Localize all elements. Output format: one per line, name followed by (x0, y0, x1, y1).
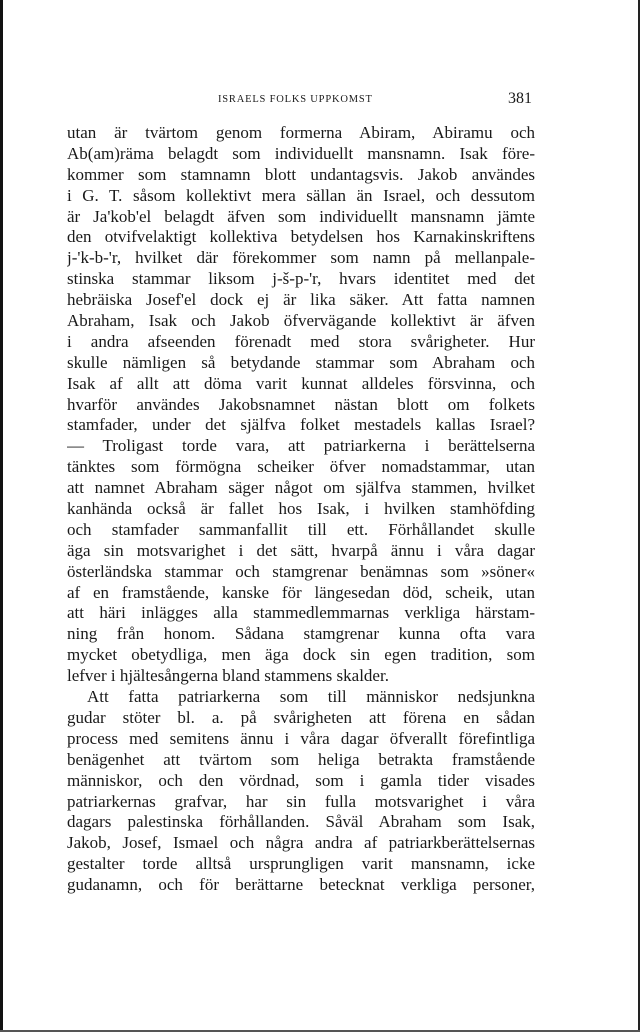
text-line: lefver i hjältesångerna bland stammens skalder. (67, 666, 389, 686)
text-line: och stamfader sammanfallit till ett. Förhållandet skulle (67, 519, 535, 539)
text-line: den otvifvelaktigt kollektiva betydelsen hos Karnakinskriftens (67, 227, 535, 247)
text-line: Ab(am)räma belagdt som individuellt mansnamn. Isak före- (67, 143, 535, 163)
text-line: gudar stöter bl. a. på svårigheten att förena en sådan (67, 707, 535, 727)
text-line: dagars palestinska förhållanden. Såväl Abraham som Isak, (67, 812, 535, 832)
text-line: Att fatta patriarkerna som till människor nedsjunkna (87, 687, 535, 707)
text-line: tänktes som förmögna scheiker öfver nomadstammar, utan (67, 457, 535, 477)
text-line: att namnet Abraham säger något om själfva stammen, hvilket (67, 478, 535, 498)
text-line: benägenhet att tvärtom som heliga betrakta framstående (67, 749, 535, 769)
text-line: i G. T. såsom kollektivt mera sällan än Israel, och dessutom (67, 185, 535, 205)
text-line: j-'k-b-'r, hvilket där förekommer som namn på mellanpale- (67, 248, 535, 268)
text-line: process med semitens ännu i våra dagar öfverallt förefintliga (67, 728, 535, 748)
text-line: är Ja'kob'el belagdt äfven som individuellt mansnamn jämte (67, 206, 535, 226)
text-line: människor, och den vördnad, som i gamla tider visades (67, 770, 535, 790)
text-line: hvarför användes Jakobsnamnet nästan blott om folkets (67, 394, 535, 414)
text-line: ning från honom. Sådana stamgrenar kunna ofta vara (67, 624, 535, 644)
page-number: 381 (508, 90, 532, 107)
text-line: Jakob, Josef, Ismael och några andra af patriarkberättelsernas (67, 833, 535, 853)
text-line: äga sin motsvarighet i det sätt, hvarpå ännu i våra dagar (67, 540, 535, 560)
text-line: österländska stammar och stamgrenar benämnas som »söner« (67, 561, 535, 581)
text-line: Abraham, Isak och Jakob öfvervägande kollektivt är äfven (67, 311, 535, 331)
text-line: att häri inlägges alla stammedlemmarnas verkliga härstam- (67, 603, 535, 623)
text-line: af en framstående, kanske för längesedan död, scheik, utan (67, 582, 535, 602)
scan-edge-left (0, 0, 3, 1032)
text-line: skulle nämligen så betydande stammar som Abraham och (67, 352, 535, 372)
running-title: ISRAELS FOLKS UPPKOMST (218, 94, 373, 105)
text-line: utan är tvärtom genom formerna Abiram, Abiramu och (67, 123, 535, 142)
body-text (67, 123, 535, 896)
running-head (66, 90, 538, 110)
text-line: kommer som stamnamn blott undantagsvis. Jakob användes (67, 164, 535, 184)
text-line: kanhända också är fallet hos Isak, i hvilken stamhöfding (67, 499, 535, 519)
text-line: gudanamn, och för berättarne betecknat verkliga personer, (67, 875, 535, 895)
text-line: gestalter torde alltså ursprungligen varit mansnamn, icke (67, 854, 535, 874)
text-line: hebräiska Josef'el dock ej är lika säker. Att fatta namnen (67, 290, 535, 310)
text-line: stamfader, under det själfva folket mestadels kallas Israel? (67, 415, 535, 435)
text-line: patriarkernas grafvar, har sin fulla motsvarighet i våra (67, 791, 535, 811)
text-line: stinska stammar liksom j-š-p-'r, hvars identitet med det (67, 269, 535, 289)
text-line: mycket obetydliga, men äga dock sin egen tradition, som (67, 645, 535, 665)
text-line: — Troligast torde vara, att patriarkerna i berättelserna (67, 436, 535, 456)
text-line: i andra afseenden förenadt med stora svårigheter. Hur (67, 331, 535, 351)
text-line: Isak af allt att döma varit kunnat alldeles försvinna, och (67, 373, 535, 393)
